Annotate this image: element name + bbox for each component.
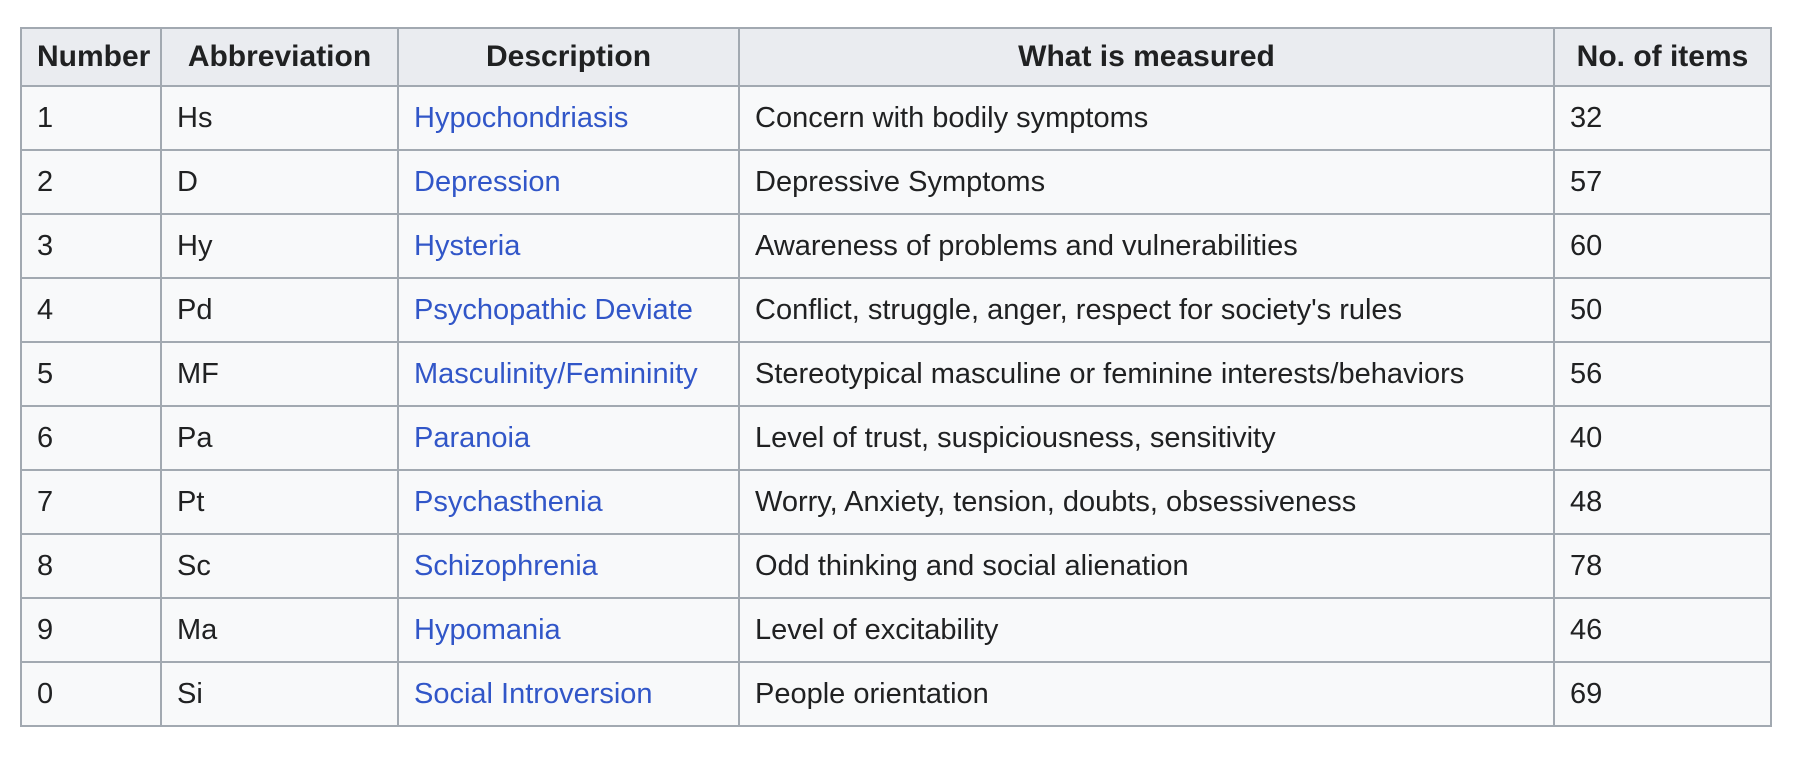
cell-number: 2 [21,150,161,214]
cell-measured: Level of trust, suspiciousness, sensitivity [739,406,1554,470]
cell-description [398,86,739,150]
description-link[interactable]: Psychopathic Deviate [414,293,693,326]
cell-description [398,278,739,342]
cell-measured: Stereotypical masculine or feminine interests/behaviors [739,342,1554,406]
cell-number: 8 [21,534,161,598]
table-row [21,534,1771,598]
description-link[interactable]: Paranoia [414,421,531,454]
cell-items: 57 [1554,150,1771,214]
cell-number: 1 [21,86,161,150]
description-link[interactable]: Social Introversion [414,677,653,710]
cell-abbreviation: Ma [161,598,398,662]
table-row [21,470,1771,534]
table-row [21,662,1771,726]
cell-description [398,598,739,662]
table-row [21,342,1771,406]
cell-abbreviation: Pa [161,406,398,470]
description-link[interactable]: Depression [414,165,561,198]
cell-items: 56 [1554,342,1771,406]
cell-measured: Concern with bodily symptoms [739,86,1554,150]
cell-items: 46 [1554,598,1771,662]
cell-measured: Awareness of problems and vulnerabilities [739,214,1554,278]
table-row [21,214,1771,278]
description-link[interactable]: Schizophrenia [414,549,598,582]
description-link[interactable]: Psychasthenia [414,485,603,518]
table-row [21,86,1771,150]
table-row [21,278,1771,342]
description-link[interactable]: Hysteria [414,229,521,262]
cell-description [398,406,739,470]
cell-abbreviation: Sc [161,534,398,598]
column-header-number: Number [21,28,161,86]
cell-number: 5 [21,342,161,406]
cell-items: 50 [1554,278,1771,342]
cell-measured: Depressive Symptoms [739,150,1554,214]
cell-abbreviation: Hy [161,214,398,278]
table-row [21,150,1771,214]
description-link[interactable]: Hypomania [414,613,561,646]
cell-description [398,214,739,278]
cell-items: 40 [1554,406,1771,470]
cell-items: 78 [1554,534,1771,598]
cell-items: 48 [1554,470,1771,534]
cell-description [398,534,739,598]
cell-measured: Level of excitability [739,598,1554,662]
description-link[interactable]: Hypochondriasis [414,101,629,134]
table-row [21,406,1771,470]
cell-measured: Odd thinking and social alienation [739,534,1554,598]
table-body [21,86,1771,726]
column-header-measured: What is measured [739,28,1554,86]
column-header-abbreviation: Abbreviation [161,28,398,86]
cell-description [398,470,739,534]
cell-description [398,150,739,214]
cell-abbreviation: D [161,150,398,214]
cell-items: 32 [1554,86,1771,150]
cell-items: 60 [1554,214,1771,278]
table-header-row [21,28,1771,86]
cell-measured: Conflict, struggle, anger, respect for society's rules [739,278,1554,342]
cell-number: 9 [21,598,161,662]
cell-items: 69 [1554,662,1771,726]
description-link[interactable]: Masculinity/Femininity [414,357,698,390]
cell-description [398,342,739,406]
cell-measured: Worry, Anxiety, tension, doubts, obsessiveness [739,470,1554,534]
column-header-items: No. of items [1554,28,1771,86]
cell-measured: People orientation [739,662,1554,726]
cell-number: 6 [21,406,161,470]
cell-number: 7 [21,470,161,534]
cell-description [398,662,739,726]
cell-number: 0 [21,662,161,726]
cell-number: 3 [21,214,161,278]
mmpi-scales-table [20,27,1772,727]
table-row [21,598,1771,662]
cell-number: 4 [21,278,161,342]
cell-abbreviation: Si [161,662,398,726]
cell-abbreviation: Hs [161,86,398,150]
cell-abbreviation: Pd [161,278,398,342]
cell-abbreviation: Pt [161,470,398,534]
column-header-description: Description [398,28,739,86]
cell-abbreviation: MF [161,342,398,406]
